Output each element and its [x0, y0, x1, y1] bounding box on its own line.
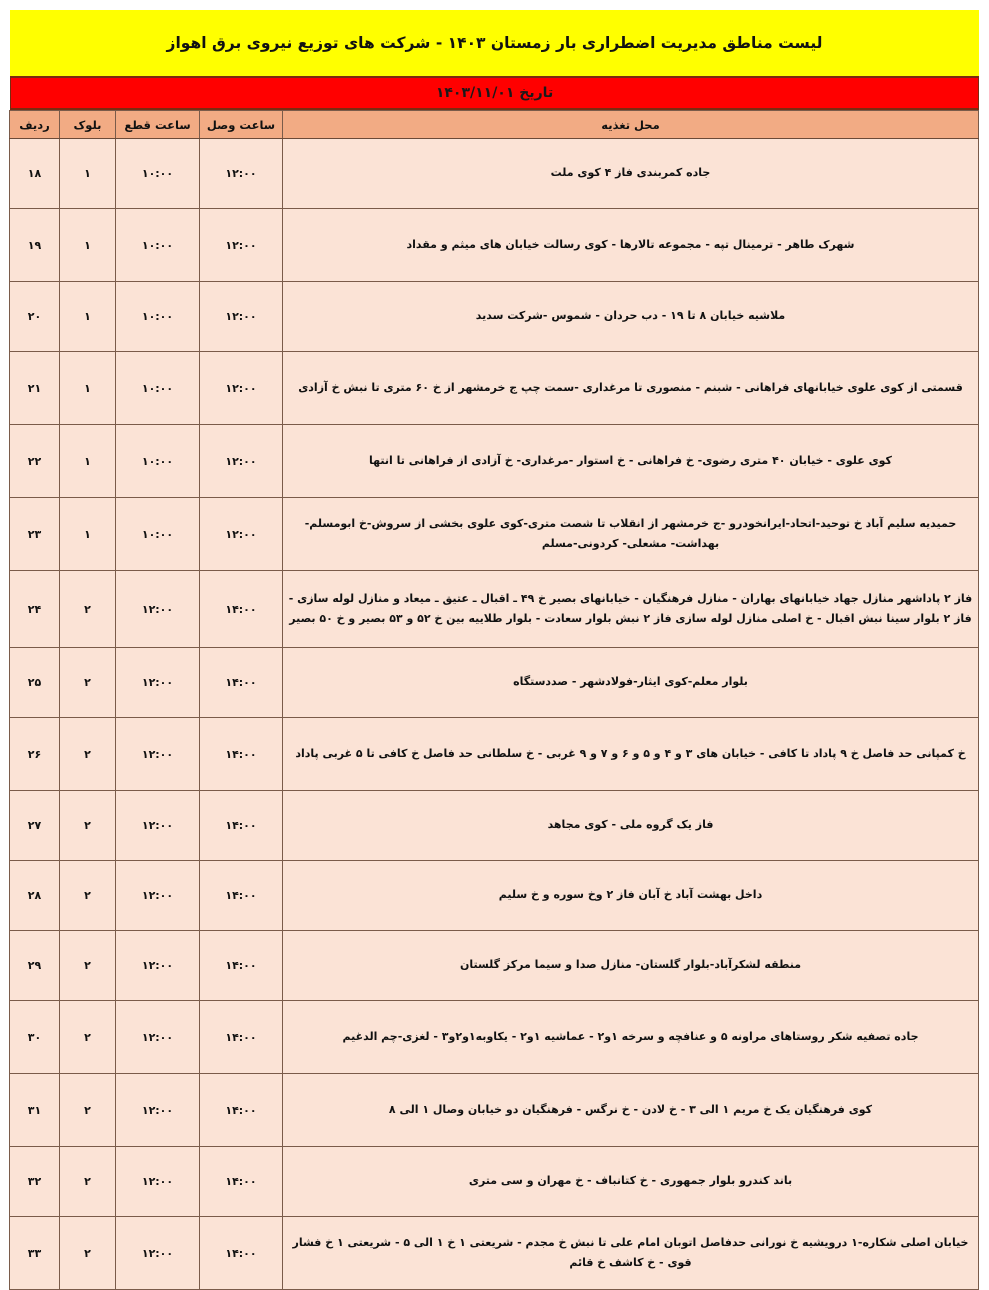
cell-mahal-taghzieh: قسمتی از کوی علوی خیابانهای فراهانی - شبنم - منصوری تا مرغداری -سمت چپ ج خرمشهر از خ ۶۰ متری تا نبش خ آزادی: [283, 352, 979, 425]
cell-mahal-taghzieh: ملاشیه خیابان ۸ تا ۱۹ - دب حردان - شموس -شرکت سدید: [283, 282, 979, 352]
cell-saat-vasl: ۱۲:۰۰: [200, 282, 283, 352]
cell-saat-vasl: ۱۲:۰۰: [200, 209, 283, 282]
cell-saat-ghat: ۱۰:۰۰: [116, 425, 200, 498]
table-row: [10, 861, 979, 931]
cell-radif: ۲۶: [10, 718, 60, 791]
cell-saat-vasl: ۱۴:۰۰: [200, 791, 283, 861]
table-row: [10, 1074, 979, 1147]
cell-blok: ۲: [60, 1147, 116, 1217]
table-row: [10, 931, 979, 1001]
column-header-mahal-taghzieh: محل تغذیه: [283, 111, 979, 139]
table-row: [10, 139, 979, 209]
cell-radif: ۲۹: [10, 931, 60, 1001]
cell-saat-ghat: ۱۰:۰۰: [116, 352, 200, 425]
cell-saat-ghat: ۱۲:۰۰: [116, 931, 200, 1001]
cell-saat-vasl: ۱۴:۰۰: [200, 571, 283, 648]
table-row: [10, 648, 979, 718]
cell-blok: ۲: [60, 1217, 116, 1290]
cell-blok: ۱: [60, 209, 116, 282]
cell-mahal-taghzieh: جاده کمربندی فاز ۴ کوی ملت: [283, 139, 979, 209]
cell-blok: ۲: [60, 571, 116, 648]
cell-saat-vasl: ۱۴:۰۰: [200, 1001, 283, 1074]
cell-mahal-taghzieh: بلوار معلم-کوی ایثار-فولادشهر - صددستگاه: [283, 648, 979, 718]
cell-blok: ۲: [60, 1001, 116, 1074]
column-header-saat-vasl: ساعت وصل: [200, 111, 283, 139]
cell-radif: ۱۹: [10, 209, 60, 282]
cell-saat-vasl: ۱۲:۰۰: [200, 498, 283, 571]
cell-mahal-taghzieh: منطقه لشکرآباد-بلوار گلستان- منازل صدا و سیما مرکز گلستان: [283, 931, 979, 1001]
table-row: [10, 718, 979, 791]
cell-saat-ghat: ۱۲:۰۰: [116, 571, 200, 648]
table-row: [10, 209, 979, 282]
cell-radif: ۲۴: [10, 571, 60, 648]
cell-saat-vasl: ۱۴:۰۰: [200, 1217, 283, 1290]
title-banner: [10, 10, 979, 76]
cell-radif: ۲۸: [10, 861, 60, 931]
table-row: [10, 1001, 979, 1074]
cell-saat-ghat: ۱۰:۰۰: [116, 209, 200, 282]
cell-saat-vasl: ۱۲:۰۰: [200, 425, 283, 498]
cell-radif: ۳۱: [10, 1074, 60, 1147]
table-header: [10, 111, 979, 139]
cell-blok: ۱: [60, 282, 116, 352]
cell-mahal-taghzieh: خیابان اصلی شکاره-۱ درویشیه خ نورانی حدفاصل اتوبان امام علی تا نبش خ مجدم - شریعتی ۱ خ ۱ الی ۵ - شریعتی ۱ خ فشار قوی - خ کاشف خ قائم: [283, 1217, 979, 1290]
cell-blok: ۲: [60, 861, 116, 931]
cell-blok: ۲: [60, 1074, 116, 1147]
cell-saat-ghat: ۱۰:۰۰: [116, 139, 200, 209]
cell-saat-vasl: ۱۴:۰۰: [200, 931, 283, 1001]
outage-schedule-table: [9, 110, 979, 1290]
cell-saat-vasl: ۱۴:۰۰: [200, 648, 283, 718]
schedule-date: تاریخ ۱۴۰۳/۱۱/۰۱: [435, 85, 554, 101]
column-header-blok: بلوک: [60, 111, 116, 139]
cell-saat-ghat: ۱۲:۰۰: [116, 1001, 200, 1074]
date-banner: [10, 76, 979, 110]
cell-mahal-taghzieh: باند کندرو بلوار جمهوری - خ کتانباف - خ مهران و سی متری: [283, 1147, 979, 1217]
cell-saat-ghat: ۱۰:۰۰: [116, 282, 200, 352]
cell-blok: ۱: [60, 498, 116, 571]
cell-mahal-taghzieh: شهرک طاهر - ترمینال تپه - مجموعه تالارها - کوی رسالت خیابان های میثم و مقداد: [283, 209, 979, 282]
cell-saat-ghat: ۱۲:۰۰: [116, 1147, 200, 1217]
cell-blok: ۲: [60, 931, 116, 1001]
cell-saat-vasl: ۱۴:۰۰: [200, 861, 283, 931]
cell-mahal-taghzieh: حمیدیه سلیم آباد خ توحید-اتحاد-ایرانخودرو -ج خرمشهر از انقلاب تا شصت متری-کوی علوی بخشی از سروش-خ ابومسلم- بهداشت- مشعلی- کردونی-مسلم: [283, 498, 979, 571]
cell-saat-ghat: ۱۲:۰۰: [116, 648, 200, 718]
cell-saat-ghat: ۱۲:۰۰: [116, 718, 200, 791]
cell-mahal-taghzieh: فاز یک گروه ملی - کوی مجاهد: [283, 791, 979, 861]
cell-mahal-taghzieh: خ کمپانی حد فاصل خ ۹ پاداد تا کافی - خیابان های ۳ و ۴ و ۵ و ۶ و ۷ و ۹ غربی - خ سلطانی حد فاصل خ کافی تا ۵ غربی پاداد: [283, 718, 979, 791]
cell-saat-vasl: ۱۴:۰۰: [200, 1074, 283, 1147]
table-row: [10, 571, 979, 648]
cell-saat-ghat: ۱۰:۰۰: [116, 498, 200, 571]
table-body: [10, 139, 979, 1290]
cell-blok: ۱: [60, 425, 116, 498]
cell-saat-ghat: ۱۲:۰۰: [116, 1217, 200, 1290]
cell-saat-vasl: ۱۲:۰۰: [200, 139, 283, 209]
cell-radif: ۳۰: [10, 1001, 60, 1074]
cell-radif: ۲۵: [10, 648, 60, 718]
cell-radif: ۳۲: [10, 1147, 60, 1217]
cell-mahal-taghzieh: داخل بهشت آباد خ آبان فاز ۲ وخ سوره و خ سلیم: [283, 861, 979, 931]
cell-radif: ۱۸: [10, 139, 60, 209]
cell-radif: ۲۷: [10, 791, 60, 861]
cell-radif: ۲۳: [10, 498, 60, 571]
cell-blok: ۱: [60, 139, 116, 209]
cell-radif: ۲۲: [10, 425, 60, 498]
table-row: [10, 1217, 979, 1290]
cell-radif: ۲۱: [10, 352, 60, 425]
cell-mahal-taghzieh: جاده تصفیه شکر روستاهای مراونه ۵ و عنافچه و سرخه ۱و۲ - عماشیه ۱و۲ - یکاوبه۱و۲و۳ - لغزی-چم الدغیم: [283, 1001, 979, 1074]
cell-saat-vasl: ۱۴:۰۰: [200, 718, 283, 791]
cell-radif: ۳۳: [10, 1217, 60, 1290]
table-row: [10, 498, 979, 571]
cell-blok: ۲: [60, 791, 116, 861]
table-row: [10, 352, 979, 425]
page-title: لیست مناطق مدیریت اضطراری بار زمستان ۱۴۰۳ - شرکت های توزیع نیروی برق اهواز: [166, 33, 823, 52]
cell-mahal-taghzieh: فاز ۲ پاداشهر منازل جهاد خیابانهای بهاران - منازل فرهنگیان - خیابانهای بصیر خ ۴۹ ـ اقبال ـ عتیق ـ میعاد و منازل لوله سازی - فاز ۲ بلوار سینا نبش اقبال - خ اصلی منازل لوله سازی فاز ۲ نبش بلوار سعادت - بلوار طلاییه بین خ ۵۲ و ۵۳ بصیر و خ ۵۰ بصیر: [283, 571, 979, 648]
cell-blok: ۲: [60, 718, 116, 791]
cell-radif: ۲۰: [10, 282, 60, 352]
cell-blok: ۱: [60, 352, 116, 425]
cell-saat-vasl: ۱۲:۰۰: [200, 352, 283, 425]
cell-saat-ghat: ۱۲:۰۰: [116, 861, 200, 931]
cell-blok: ۲: [60, 648, 116, 718]
cell-saat-ghat: ۱۲:۰۰: [116, 791, 200, 861]
table-row: [10, 425, 979, 498]
table-row: [10, 791, 979, 861]
column-header-saat-ghat: ساعت قطع: [116, 111, 200, 139]
cell-mahal-taghzieh: کوی علوی - خیابان ۴۰ متری رضوی- خ فراهانی - خ استوار -مرغداری- خ آزادی از فراهانی تا انتها: [283, 425, 979, 498]
table-header-row: [10, 111, 979, 139]
table-row: [10, 282, 979, 352]
cell-saat-vasl: ۱۴:۰۰: [200, 1147, 283, 1217]
column-header-radif: ردیف: [10, 111, 60, 139]
table-row: [10, 1147, 979, 1217]
cell-saat-ghat: ۱۲:۰۰: [116, 1074, 200, 1147]
cell-mahal-taghzieh: کوی فرهنگیان یک خ مریم ۱ الی ۳ - خ لادن - خ نرگس - فرهنگیان دو خیابان وصال ۱ الی ۸: [283, 1074, 979, 1147]
